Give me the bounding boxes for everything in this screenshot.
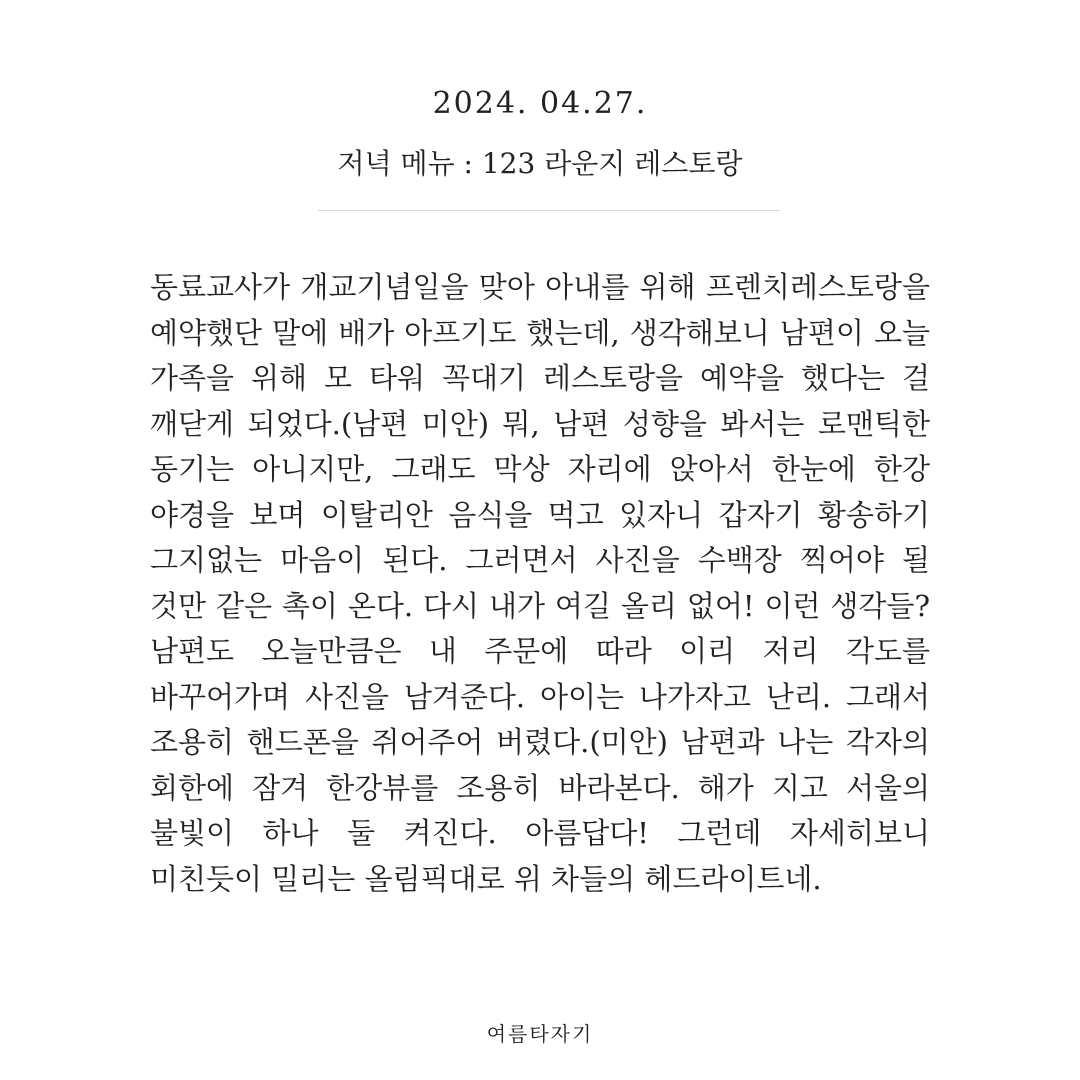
entry-subtitle: 저녁 메뉴 : 123 라운지 레스토랑 (337, 147, 743, 180)
entry-body (150, 265, 930, 902)
entry-paragraph: 동료교사가 개교기념일을 맞아 아내를 위해 프렌치레스토랑을 예약했단 말에 배가 아프기도 했는데, 생각해보니 남편이 오늘 가족을 위해 모 타워 꼭대기 레스토랑을 예약을 했다는 걸 깨닫게 되었다.(남편 미안) 뭐, 남편 성향을 봐서는 로맨틱한 동기는 아니지만, 그래도 막상 자리에 앉아서 한눈에 한강 야경을 보며 이탈리안 음식을 먹고 있자니 갑자기 황송하기 그지없는 마음이 된다. 그러면서 사진을 수백장 찍어야 될 것만 같은 촉이 온다. 다시 내가 여길 올리 없어! 이런 생각들? 남편도 오늘만큼은 내 주문에 따라 이리 저리 각도를 바꾸어가며 사진을 남겨준다. 아이는 나가자고 난리. 그래서 조용히 핸드폰을 쥐어주어 버렸다.(미안) 남편과 나는 각자의 회한에 잠겨 한강뷰를 조용히 바라본다. 해가 지고 서울의 불빛이 하나 둘 켜진다. 아름답다! 그런데 자세히보니 미친듯이 밀리는 올림픽대로 위 차들의 헤드라이트네. (150, 270, 930, 896)
header-divider (318, 210, 780, 211)
entry-date: 2024. 04.27. (432, 86, 648, 121)
author-signature: 여름타자기 (486, 1022, 594, 1046)
